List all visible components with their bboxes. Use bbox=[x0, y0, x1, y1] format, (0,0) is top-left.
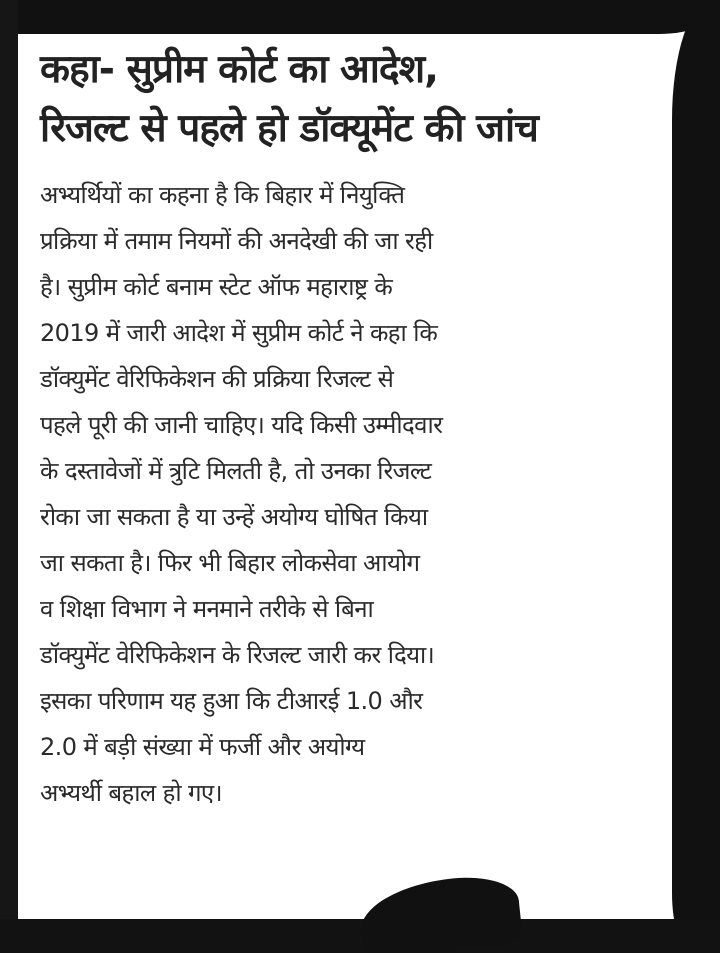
headline-line-2: रिजल्ट से पहले हो डॉक्यूमेंट की जांच bbox=[40, 106, 538, 151]
body-line: इसका परिणाम यह हुआ कि टीआरई 1.0 और bbox=[40, 687, 423, 715]
scan-border-right bbox=[672, 0, 720, 953]
body-line: डॉक्युमेंट वेरिफिकेशन की प्रक्रिया रिजल्ट से bbox=[40, 365, 394, 393]
body-line: रोका जा सकता है या उन्हें अयोग्य घोषित किया bbox=[40, 503, 428, 531]
body-line: अभ्यर्थी बहाल हो गए। bbox=[40, 779, 223, 807]
scan-border-top bbox=[0, 0, 720, 34]
headline bbox=[26, 40, 666, 158]
body-line: 2019 में जारी आदेश में सुप्रीम कोर्ट ने कहा कि bbox=[40, 319, 438, 347]
body-line: है। सुप्रीम कोर्ट बनाम स्टेट ऑफ महाराष्ट्र के bbox=[40, 273, 393, 301]
body-line: व शिक्षा विभाग ने मनमाने तरीके से बिना bbox=[40, 595, 374, 623]
body-line: अभ्यर्थियों का कहना है कि बिहार में नियुक्ति bbox=[40, 181, 405, 209]
body-line: 2.0 में बड़ी संख्या में फर्जी और अयोग्य bbox=[40, 733, 365, 761]
headline-line-1: कहा- सुप्रीम कोर्ट का आदेश, bbox=[40, 47, 438, 92]
scan-border-bottom bbox=[0, 919, 720, 953]
scan-border-left bbox=[0, 0, 18, 953]
article bbox=[26, 40, 666, 816]
body-line: डॉक्युमेंट वेरिफिकेशन के रिजल्ट जारी कर दिया। bbox=[40, 641, 435, 669]
body-line: पहले पूरी की जानी चाहिए। यदि किसी उम्मीदवार bbox=[40, 411, 443, 439]
body-line: के दस्तावेजों में त्रुटि मिलती है, तो उनका रिजल्ट bbox=[40, 457, 432, 485]
scan-shadow-blob bbox=[357, 872, 524, 953]
article-body bbox=[26, 172, 666, 816]
body-line: प्रक्रिया में तमाम नियमों की अनदेखी की जा रही bbox=[40, 227, 433, 255]
body-line: जा सकता है। फिर भी बिहार लोकसेवा आयोग bbox=[40, 549, 420, 577]
